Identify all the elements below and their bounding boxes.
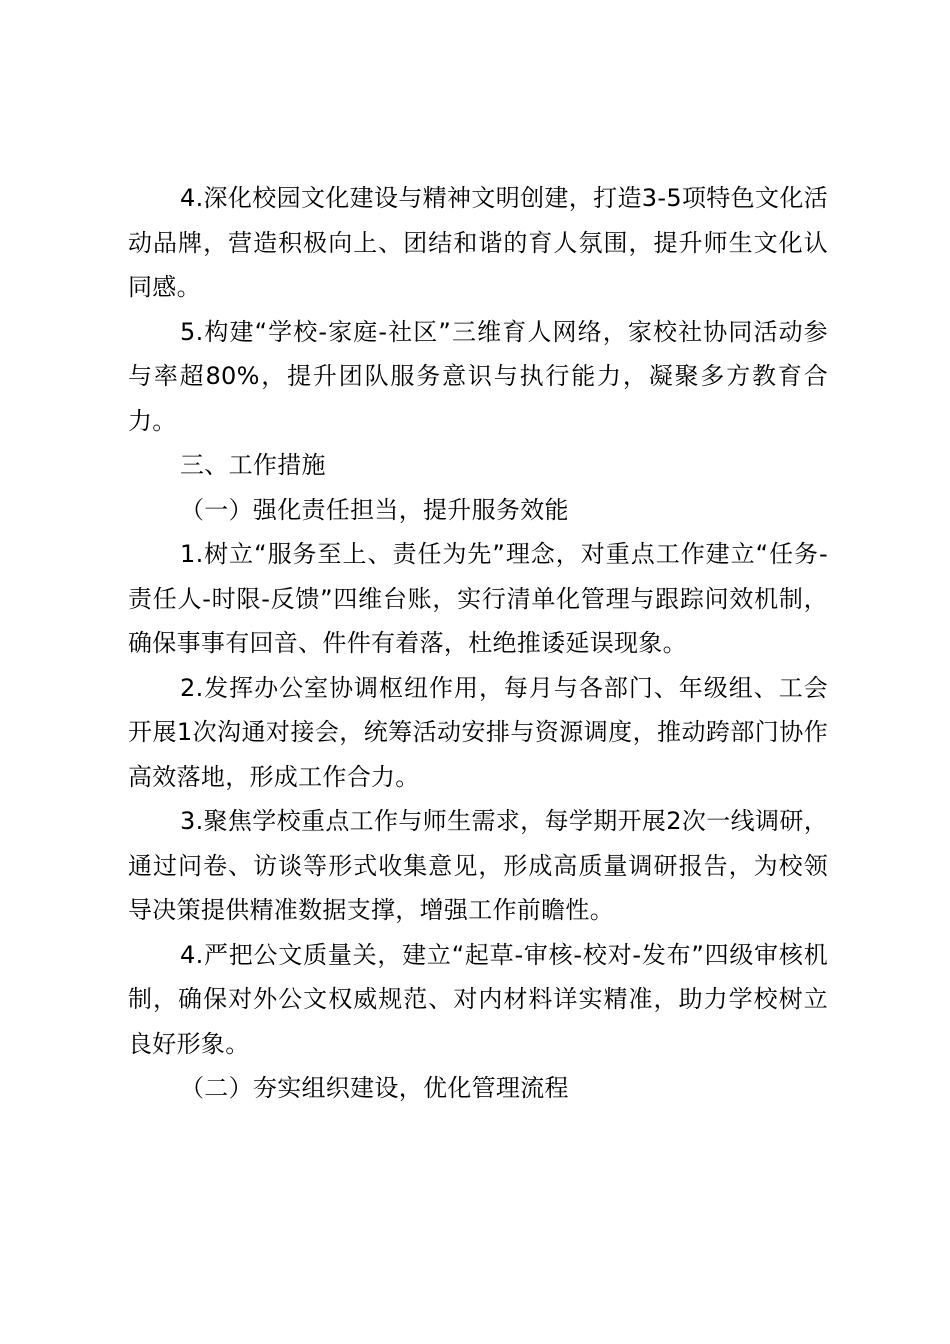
paragraph-measure-3: 3.聚焦学校重点工作与师生需求，每学期开展2次一线调研，通过问卷、访谈等形式收集意见，形成高质量调研报告，为校领导决策提供精准数据支撑，增强工作前瞻性。 [128,807,828,924]
sub-heading-responsibility: （一）强化责任担当，提升服务效能 [180,495,569,524]
paragraph-measure-1: 1.树立“服务至上、责任为先”理念，对重点工作建立“任务-责任人-时限-反馈”四维台账，实行清单化管理与跟踪问效机制，确保事事有回音、件件有着落，杜绝推诿延误现象。 [128,540,828,657]
document-body [128,176,828,1111]
paragraph-goal-5: 5.构建“学校-家庭-社区”三维育人网络，家校社协同活动参与率超80%，提升团队服务意识与执行能力，凝聚多方教育合力。 [128,317,828,435]
paragraph-measure-2: 2.发挥办公室协调枢纽作用，每月与各部门、年级组、工会开展1次沟通对接会，统筹活动安排与资源调度，推动跨部门协作高效落地，形成工作合力。 [128,673,828,791]
section-heading-measures: 三、工作措施 [180,451,326,479]
paragraph-goal-4: 4.深化校园文化建设与精神文明创建，打造3-5项特色文化活动品牌，营造积极向上、团结和谐的育人氛围，提升师生文化认同感。 [128,184,828,301]
sub-heading-organization: （二）夯实组织建设，优化管理流程 [180,1074,569,1102]
paragraph-measure-4: 4.严把公文质量关，建立“起草-审核-校对-发布”四级审核机制，确保对外公文权威规范、对内材料详实精准，助力学校树立良好形象。 [128,940,828,1058]
